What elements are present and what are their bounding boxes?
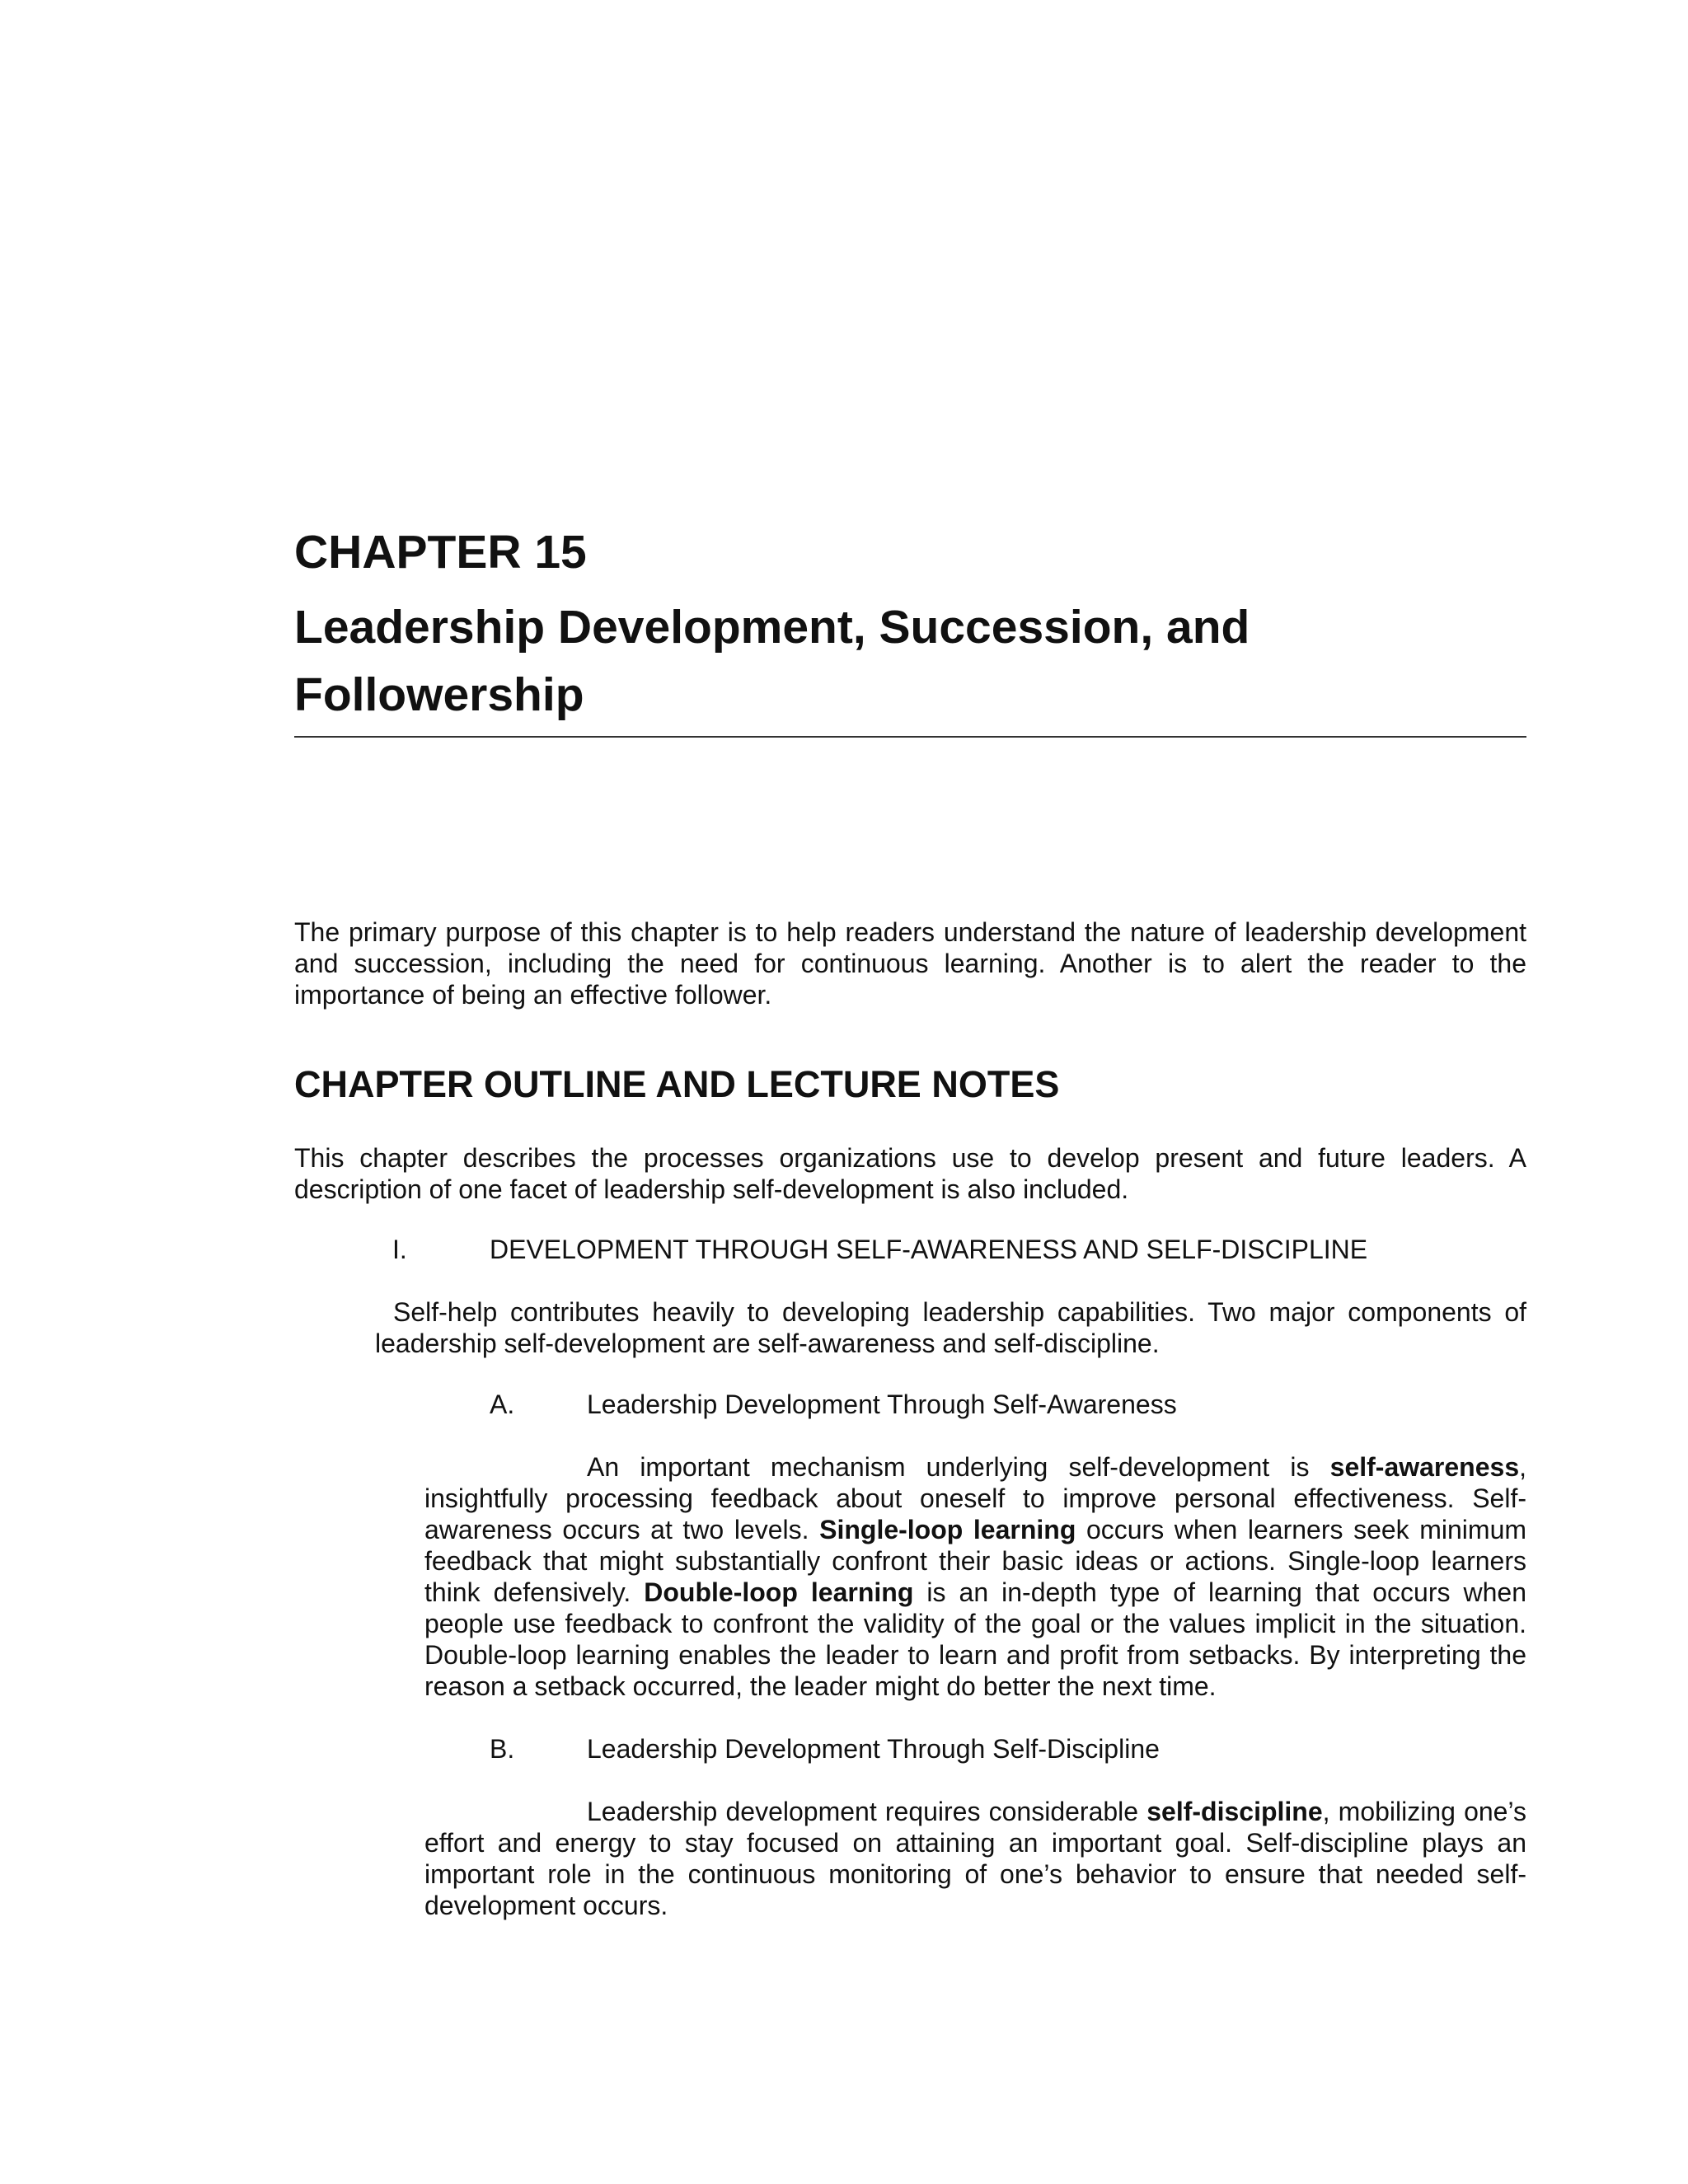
outline-item-title: DEVELOPMENT THROUGH SELF-AWARENESS AND SELF-DISCIPLINE bbox=[490, 1235, 1368, 1264]
section-b-paragraph bbox=[424, 1796, 1526, 1921]
outline-item-b bbox=[490, 1733, 1160, 1765]
key-term-single-loop-learning: Single-loop learning bbox=[819, 1515, 1076, 1544]
text-run: , mobilizing one’s effort and energy to stay focused on attaining an important goal. Self-discipline plays an important role in the continuous monitoring of one’s behavior to ensure that needed self-development occurs. bbox=[424, 1797, 1527, 1920]
key-term-double-loop-learning: Double-loop learning bbox=[644, 1577, 914, 1607]
outline-item-a bbox=[490, 1389, 1177, 1420]
text-run: is an in-depth type of learning that occurs when people use feedback to confront the validity of the goal or the values implicit in the situation. Double-loop learning enables the leader to learn and profit from setbacks. By interpreting the reason a setback occurred, the leader might do better the next time. bbox=[424, 1577, 1527, 1701]
chapter-number: CHAPTER 15 bbox=[294, 526, 587, 579]
outline-numeral: I. bbox=[392, 1235, 407, 1264]
text-run: occurs when learners seek minimum feedback that might substantially confront their basic ideas or actions. Single-loop learners think defensively. bbox=[424, 1515, 1527, 1607]
outline-letter: A. bbox=[490, 1390, 515, 1419]
outline-intro-paragraph: This chapter describes the processes organizations use to develop present and future leaders. A description of one facet of leadership self-development is also included. bbox=[294, 1143, 1526, 1204]
outline-letter: B. bbox=[490, 1734, 515, 1764]
section-i-paragraph: Self-help contributes heavily to developing leadership capabilities. Two major components of leadership self-development are self-awareness and self-discipline. bbox=[375, 1297, 1526, 1358]
chapter-title: Leadership Development, Succession, and Followership bbox=[294, 601, 1250, 721]
text-run: An important mechanism underlying self-development is bbox=[587, 1452, 1330, 1482]
text-run: , insightfully processing feedback about oneself to improve personal effectiveness. Self-awareness occurs at two levels. bbox=[424, 1452, 1526, 1544]
outline-heading: CHAPTER OUTLINE AND LECTURE NOTES bbox=[294, 1063, 1060, 1105]
key-term-self-awareness: self-awareness bbox=[1329, 1452, 1520, 1482]
outline-item-i bbox=[392, 1234, 1368, 1265]
outline-item-title: Leadership Development Through Self-Awareness bbox=[587, 1390, 1177, 1419]
outline-item-title: Leadership Development Through Self-Discipline bbox=[587, 1734, 1160, 1764]
section-a-paragraph bbox=[424, 1451, 1526, 1702]
text-run: Leadership development requires considerable bbox=[587, 1797, 1147, 1826]
key-term-self-discipline: self-discipline bbox=[1146, 1797, 1323, 1826]
chapter-purpose-paragraph: The primary purpose of this chapter is to help readers understand the nature of leadership development and succession, including the need for continuous learning. Another is to alert the reader to the importance of being an effective follower. bbox=[294, 917, 1526, 1010]
title-divider bbox=[294, 736, 1526, 738]
